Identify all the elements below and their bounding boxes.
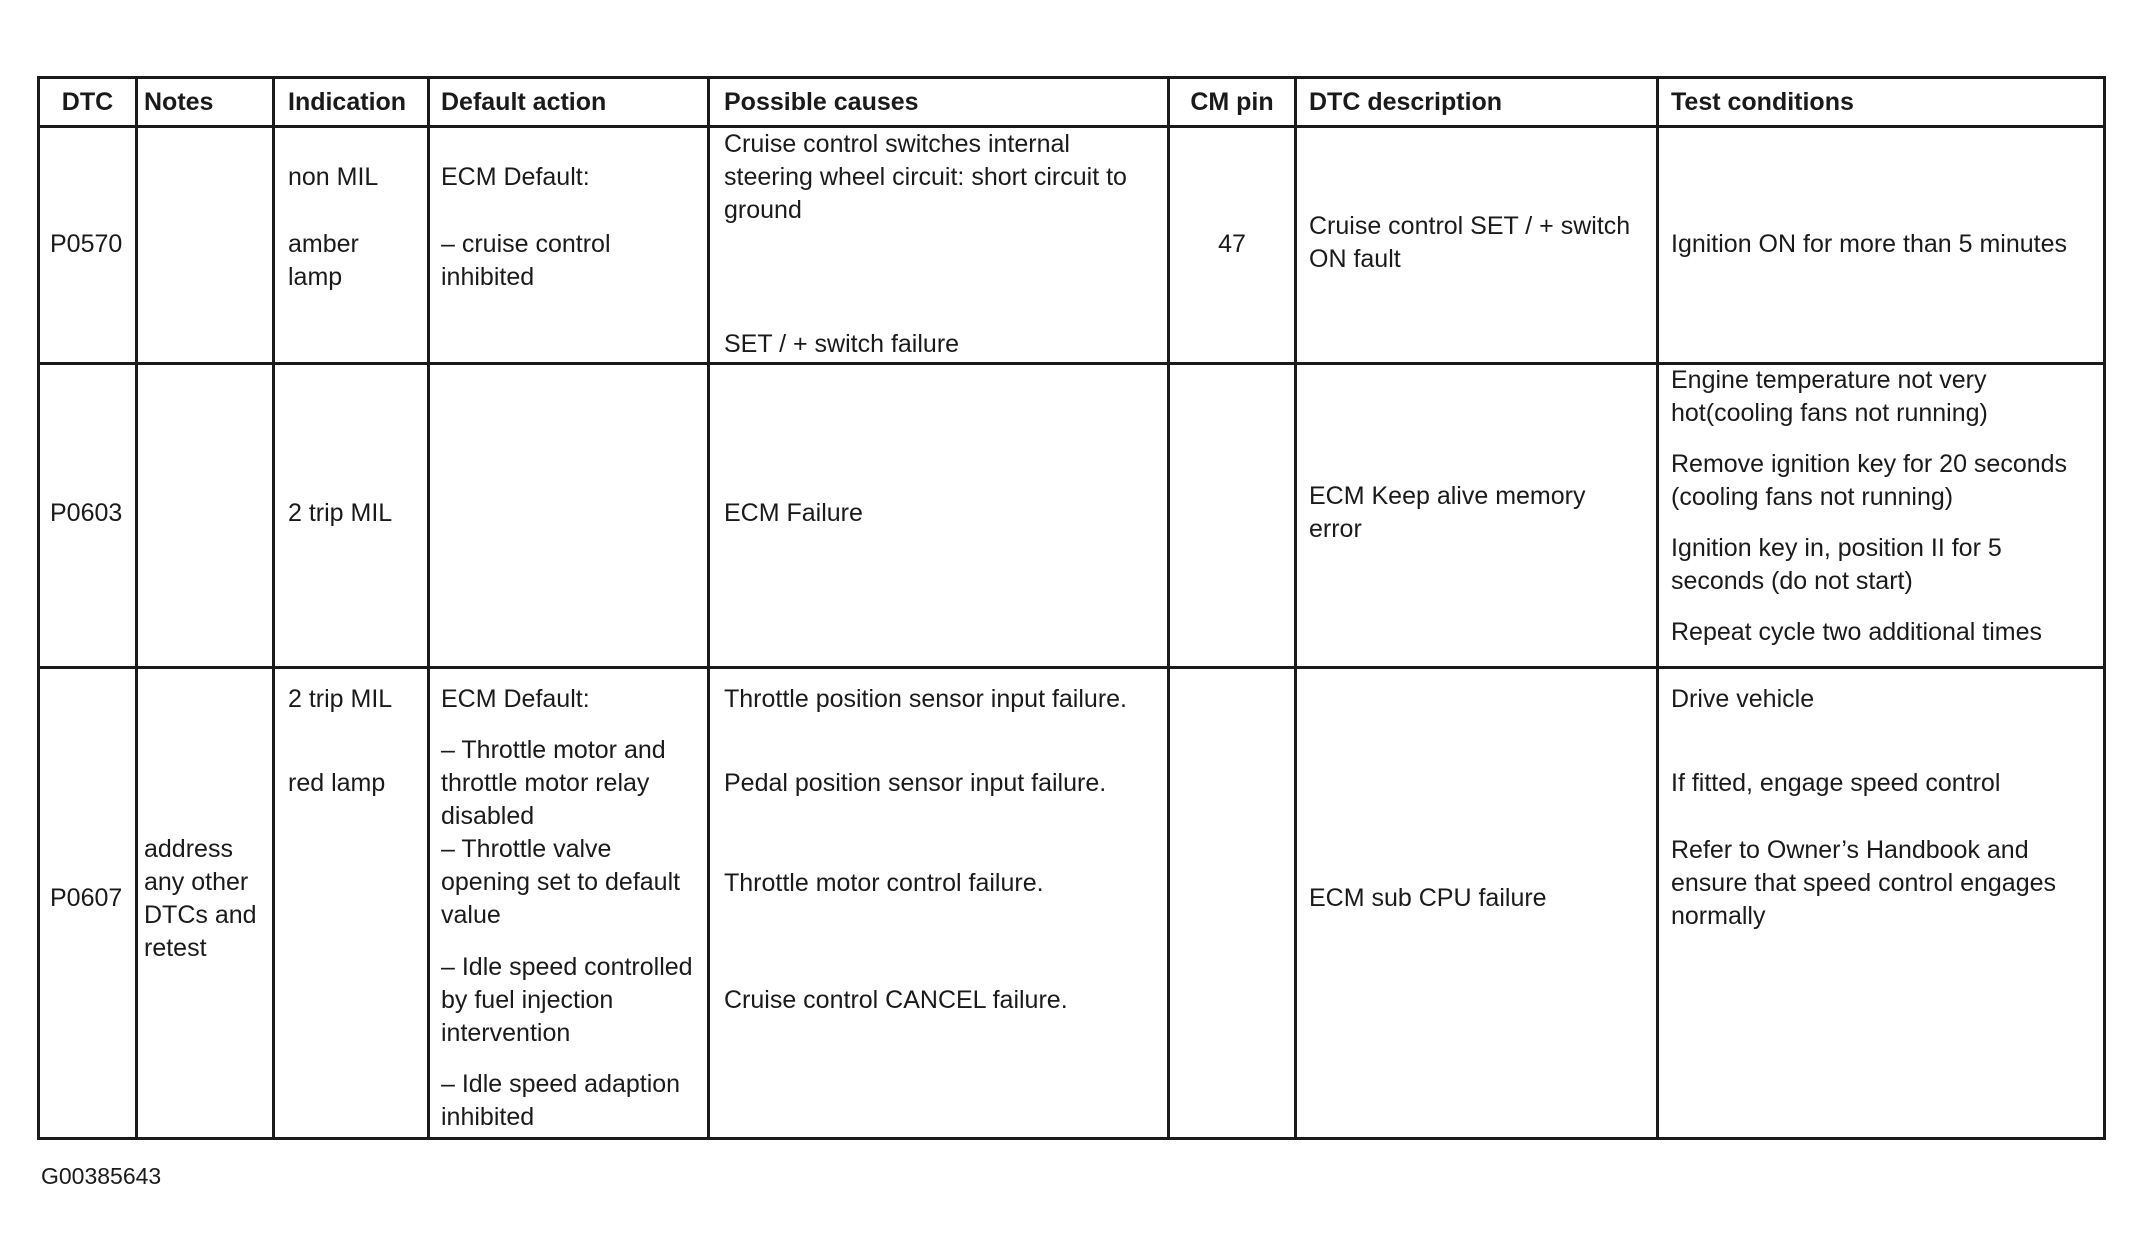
dtc-code: P0607 bbox=[50, 884, 123, 912]
cm-pin: 47 bbox=[1218, 230, 1246, 258]
header-indication: Indication bbox=[288, 88, 407, 116]
test-condition-line: ensure that speed control engages bbox=[1671, 869, 2056, 897]
test-condition-line: (cooling fans not running) bbox=[1671, 483, 1954, 511]
table-border-bottom bbox=[37, 1137, 2106, 1140]
row-divider-2 bbox=[37, 666, 2106, 669]
notes-line: address bbox=[144, 835, 233, 863]
indication-line: amber bbox=[288, 230, 359, 258]
default-action-line: ECM Default: bbox=[441, 685, 590, 713]
possible-cause-line: ground bbox=[724, 196, 802, 224]
dtc-code: P0603 bbox=[50, 499, 123, 527]
indication-line: non MIL bbox=[288, 163, 379, 191]
test-condition-line: Refer to Owner’s Handbook and bbox=[1671, 836, 2029, 864]
column-divider bbox=[272, 76, 275, 1140]
indication-line: 2 trip MIL bbox=[288, 499, 393, 527]
test-condition-line: Drive vehicle bbox=[1671, 685, 1815, 713]
indication-line: red lamp bbox=[288, 769, 386, 797]
column-divider bbox=[135, 76, 138, 1140]
test-condition-line: Remove ignition key for 20 seconds bbox=[1671, 450, 2068, 478]
column-divider bbox=[427, 76, 430, 1140]
header-dtc: DTC bbox=[61, 88, 114, 116]
possible-cause-line: Throttle motor control failure. bbox=[724, 869, 1044, 897]
possible-cause-line: Cruise control switches internal bbox=[724, 130, 1070, 158]
header-test-conditions: Test conditions bbox=[1671, 88, 1854, 116]
indication-line: 2 trip MIL bbox=[288, 685, 393, 713]
table-border-right bbox=[2103, 76, 2106, 1140]
column-divider bbox=[1294, 76, 1297, 1140]
possible-cause-line: Throttle position sensor input failure. bbox=[724, 685, 1127, 713]
default-action-line: – Idle speed controlled bbox=[441, 953, 693, 981]
default-action-line: by fuel injection bbox=[441, 986, 614, 1014]
header-row-divider bbox=[37, 125, 2106, 128]
default-action-line: throttle motor relay bbox=[441, 769, 650, 797]
test-condition-line: If fitted, engage speed control bbox=[1671, 769, 2001, 797]
default-action-line: – Throttle valve bbox=[441, 835, 612, 863]
notes-line: any other bbox=[144, 868, 249, 896]
test-condition-line: Repeat cycle two additional times bbox=[1671, 618, 2043, 646]
test-condition-line: Engine temperature not very bbox=[1671, 366, 1987, 394]
header-possible-causes: Possible causes bbox=[724, 88, 919, 116]
dtc-description-line: ECM Keep alive memory bbox=[1309, 482, 1586, 510]
header-default-action: Default action bbox=[441, 88, 607, 116]
notes-line: retest bbox=[144, 934, 207, 962]
dtc-code: P0570 bbox=[50, 230, 123, 258]
default-action-line: – Idle speed adaption bbox=[441, 1070, 681, 1098]
possible-cause-line: Cruise control CANCEL failure. bbox=[724, 986, 1068, 1014]
figure-id: G00385643 bbox=[41, 1163, 162, 1189]
notes-line: DTCs and bbox=[144, 901, 257, 929]
test-condition-line: seconds (do not start) bbox=[1671, 567, 1913, 595]
header-cm-pin: CM pin bbox=[1190, 88, 1274, 116]
header-dtc-description: DTC description bbox=[1309, 88, 1503, 116]
possible-cause-line: ECM Failure bbox=[724, 499, 863, 527]
dtc-description-line: ON fault bbox=[1309, 245, 1401, 273]
test-condition-line: Ignition ON for more than 5 minutes bbox=[1671, 230, 2068, 258]
table-border-left bbox=[37, 76, 40, 1140]
default-action-line: value bbox=[441, 901, 501, 929]
possible-cause-line: Pedal position sensor input failure. bbox=[724, 769, 1107, 797]
default-action-line: ECM Default: bbox=[441, 163, 590, 191]
default-action-line: – cruise control bbox=[441, 230, 611, 258]
dtc-description-line: Cruise control SET / + switch bbox=[1309, 212, 1631, 240]
dtc-description-line: error bbox=[1309, 515, 1362, 543]
possible-cause-line: steering wheel circuit: short circuit to bbox=[724, 163, 1127, 191]
default-action-line: disabled bbox=[441, 802, 535, 830]
test-condition-line: hot(cooling fans not running) bbox=[1671, 399, 1988, 427]
default-action-line: intervention bbox=[441, 1019, 571, 1047]
default-action-line: opening set to default bbox=[441, 868, 681, 896]
default-action-line: – Throttle motor and bbox=[441, 736, 666, 764]
table-border-top bbox=[37, 76, 2106, 79]
indication-line: lamp bbox=[288, 263, 343, 291]
test-condition-line: normally bbox=[1671, 902, 1766, 930]
default-action-line: inhibited bbox=[441, 263, 535, 291]
column-divider bbox=[707, 76, 710, 1140]
header-notes: Notes bbox=[144, 88, 214, 116]
possible-cause-line: SET / + switch failure bbox=[724, 330, 960, 358]
column-divider bbox=[1656, 76, 1659, 1140]
test-condition-line: Ignition key in, position II for 5 bbox=[1671, 534, 2002, 562]
dtc-description-line: ECM sub CPU failure bbox=[1309, 884, 1547, 912]
default-action-line: inhibited bbox=[441, 1103, 535, 1131]
